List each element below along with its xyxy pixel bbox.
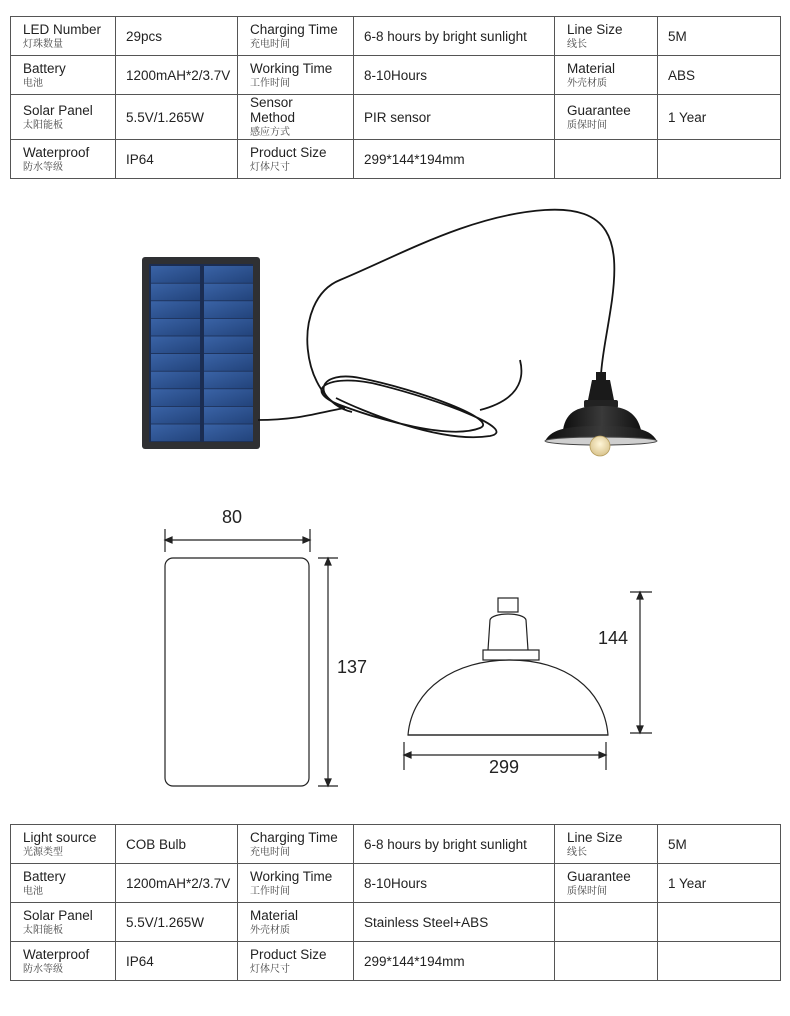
spec-value: Stainless Steel+ABS <box>354 903 555 942</box>
panel-dimension-drawing <box>165 529 338 786</box>
spec-label: Battery 电池 <box>11 56 116 95</box>
spec-value: 5M <box>658 17 781 56</box>
spec-value: 5.5V/1.265W <box>116 903 238 942</box>
solar-cell <box>151 407 200 424</box>
table-row <box>11 903 781 942</box>
solar-cell <box>204 301 253 318</box>
solar-cell <box>204 354 253 371</box>
spec-label: Line Size 线长 <box>555 825 658 864</box>
spec-value: IP64 <box>116 942 238 981</box>
spec-label: Waterproof 防水等级 <box>11 942 116 981</box>
spec-label: Battery 电池 <box>11 864 116 903</box>
spec-table-bottom <box>10 824 781 981</box>
spec-label: Waterproof 防水等级 <box>11 140 116 179</box>
panel-height-label: 137 <box>337 657 368 677</box>
spec-label: Guarantee 质保时间 <box>555 864 658 903</box>
solar-cell <box>204 266 253 283</box>
solar-cell <box>151 301 200 318</box>
solar-cell <box>151 424 200 441</box>
solar-cell <box>151 319 200 336</box>
table-row <box>11 825 781 864</box>
spec-label: LED Number 灯珠数量 <box>11 17 116 56</box>
lamp-dimension-drawing <box>404 592 652 770</box>
solar-cell <box>204 319 253 336</box>
solar-cell <box>151 336 200 353</box>
solar-cell <box>204 284 253 301</box>
spec-label: Guarantee 质保时间 <box>555 95 658 140</box>
table-row <box>11 864 781 903</box>
panel-width-label: 80 <box>222 507 243 527</box>
solar-cell <box>204 407 253 424</box>
cable-illustration <box>258 210 614 438</box>
solar-cell <box>151 266 200 283</box>
spec-value: PIR sensor <box>354 95 555 140</box>
spec-label: Product Size 灯体尺寸 <box>238 140 354 179</box>
solar-cell <box>151 372 200 389</box>
lamp-height-label: 144 <box>598 628 629 648</box>
spec-value: 8-10Hours <box>354 864 555 903</box>
spec-label: Solar Panel 太阳能板 <box>11 95 116 140</box>
solar-cell <box>204 372 253 389</box>
spec-value: 1 Year <box>658 95 781 140</box>
lamp-width-label: 299 <box>489 757 520 777</box>
spec-label: Sensor Method 感应方式 <box>238 95 354 140</box>
solar-cell <box>204 389 253 406</box>
spec-label: Charging Time 充电时间 <box>238 17 354 56</box>
solar-cell <box>151 354 200 371</box>
spec-value: 5.5V/1.265W <box>116 95 238 140</box>
spec-value: 6-8 hours by bright sunlight <box>354 17 555 56</box>
spec-value: 29pcs <box>116 17 238 56</box>
spec-label: Light source 光源类型 <box>11 825 116 864</box>
table-row <box>11 942 781 981</box>
solar-cell <box>204 424 253 441</box>
solar-panel-illustration <box>142 257 260 449</box>
spec-label: Line Size 线长 <box>555 17 658 56</box>
solar-cell <box>151 284 200 301</box>
spec-label: Material 外壳材质 <box>238 903 354 942</box>
spec-value: 8-10Hours <box>354 56 555 95</box>
solar-cell <box>204 336 253 353</box>
spec-value: IP64 <box>116 140 238 179</box>
spec-value: 5M <box>658 825 781 864</box>
spec-label: Material 外壳材质 <box>555 56 658 95</box>
spec-label <box>555 903 658 942</box>
spec-label: Charging Time 充电时间 <box>238 825 354 864</box>
spec-label: Working Time 工作时间 <box>238 864 354 903</box>
spec-value: 299*144*194mm <box>354 942 555 981</box>
spec-label <box>555 942 658 981</box>
spec-value: 1 Year <box>658 864 781 903</box>
spec-label: Working Time 工作时间 <box>238 56 354 95</box>
spec-value: 6-8 hours by bright sunlight <box>354 825 555 864</box>
spec-value <box>658 942 781 981</box>
pendant-lamp-illustration <box>545 372 657 456</box>
spec-value <box>658 903 781 942</box>
spec-value: ABS <box>658 56 781 95</box>
spec-label: Product Size 灯体尺寸 <box>238 942 354 981</box>
spec-label: Solar Panel 太阳能板 <box>11 903 116 942</box>
spec-value: 1200mAH*2/3.7V <box>116 56 238 95</box>
spec-value: COB Bulb <box>116 825 238 864</box>
spec-value: 1200mAH*2/3.7V <box>116 864 238 903</box>
spec-value: 299*144*194mm <box>354 140 555 179</box>
solar-cell <box>151 389 200 406</box>
